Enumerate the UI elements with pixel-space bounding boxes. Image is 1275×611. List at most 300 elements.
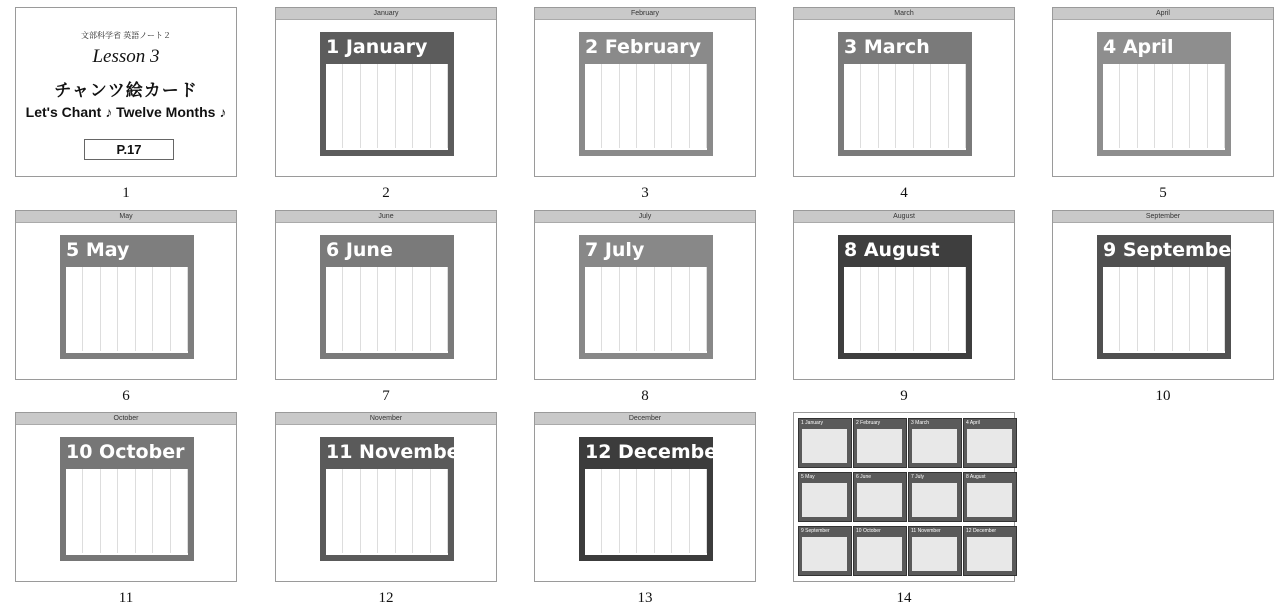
calendar-month-title: 6 June xyxy=(326,239,393,261)
calendar-day-cell xyxy=(896,267,913,281)
calendar-day-cell xyxy=(1155,92,1172,106)
month-slide-thumbnail[interactable] xyxy=(275,412,497,582)
calendar-day-cell xyxy=(413,483,430,497)
calendar-day-cell xyxy=(343,511,360,525)
calendar-day-cell xyxy=(118,267,135,281)
calendar-day-cell xyxy=(101,323,118,337)
calendar-day-cell xyxy=(655,281,672,295)
calendar-day-cell xyxy=(171,483,188,497)
calendar-day-cell xyxy=(153,309,170,323)
calendar-day-cell xyxy=(1208,267,1225,281)
calendar-day-cell xyxy=(431,267,448,281)
calendar-day-cell xyxy=(361,525,378,539)
calendar-day-cell xyxy=(413,92,430,106)
slide-header-bar: September xyxy=(1053,211,1273,223)
calendar-day-cell xyxy=(690,469,707,483)
calendar-day-cell xyxy=(602,539,619,553)
calendar-day-cell xyxy=(83,309,100,323)
calendar-day-cell xyxy=(431,323,448,337)
calendar-day-cell xyxy=(914,134,931,148)
calendar-day-cell xyxy=(1173,281,1190,295)
calendar-day-cell xyxy=(585,267,602,281)
calendar-day-cell xyxy=(1138,64,1155,78)
calendar-day-cell xyxy=(602,134,619,148)
calendar-day-cell xyxy=(413,323,430,337)
mini-calendar xyxy=(963,472,1017,522)
calendar-day-cell xyxy=(361,267,378,281)
calendar-month-title: 1 January xyxy=(326,36,428,58)
calendar-day-cell xyxy=(637,323,654,337)
calendar-day-cell xyxy=(396,281,413,295)
calendar-day-cell xyxy=(861,92,878,106)
calendar-day-cell xyxy=(637,92,654,106)
calendar-day-cell xyxy=(1120,64,1137,78)
calendar-day-cell xyxy=(153,483,170,497)
calendar-day-cell xyxy=(361,309,378,323)
calendar-day-cell xyxy=(914,281,931,295)
calendar-day-cell xyxy=(171,469,188,483)
calendar-day-cell xyxy=(171,511,188,525)
mini-calendar-grid xyxy=(857,483,902,517)
calendar-day-cell xyxy=(361,92,378,106)
calendar-day-cell xyxy=(326,539,343,553)
slide-header-bar: June xyxy=(276,211,496,223)
calendar-card xyxy=(320,437,469,561)
calendar-day-cell xyxy=(1120,281,1137,295)
slide-7[interactable] xyxy=(275,210,497,404)
calendar-card xyxy=(838,235,972,359)
calendar-grid xyxy=(585,267,707,353)
calendar-day-cell xyxy=(585,106,602,120)
calendar-day-cell xyxy=(585,483,602,497)
mini-calendar-title: 2 February xyxy=(856,420,881,426)
calendar-day-cell xyxy=(949,281,966,295)
collage-thumbnail[interactable] xyxy=(793,412,1015,582)
calendar-day-cell xyxy=(585,281,602,295)
calendar-day-cell xyxy=(396,469,413,483)
month-slide-thumbnail[interactable] xyxy=(793,210,1015,380)
calendar-day-cell xyxy=(66,469,83,483)
calendar-day-cell xyxy=(914,309,931,323)
calendar-day-cell xyxy=(896,309,913,323)
calendar-day-cell xyxy=(896,323,913,337)
calendar-day-cell xyxy=(637,267,654,281)
calendar-day-cell xyxy=(1120,295,1137,309)
mini-calendar-grid xyxy=(967,483,1012,517)
calendar-day-cell xyxy=(1103,106,1120,120)
slide-number: 6 xyxy=(122,388,130,404)
calendar-day-cell xyxy=(1138,78,1155,92)
calendar-day-cell xyxy=(861,309,878,323)
mini-calendar-title: 1 January xyxy=(801,420,823,426)
calendar-day-cell xyxy=(1208,337,1225,351)
calendar-day-cell xyxy=(396,64,413,78)
calendar-day-cell xyxy=(1103,78,1120,92)
calendar-day-cell xyxy=(585,92,602,106)
calendar-day-cell xyxy=(136,295,153,309)
calendar-day-cell xyxy=(672,539,689,553)
calendar-day-cell xyxy=(1120,78,1137,92)
slide-10[interactable] xyxy=(1052,210,1274,404)
calendar-day-cell xyxy=(620,539,637,553)
month-slide-thumbnail[interactable] xyxy=(793,7,1015,177)
calendar-day-cell xyxy=(1120,92,1137,106)
calendar-day-cell xyxy=(326,525,343,539)
calendar-day-cell xyxy=(672,78,689,92)
calendar-day-cell xyxy=(931,78,948,92)
mini-calendar-title: 3 March xyxy=(911,420,930,426)
calendar-day-cell xyxy=(896,281,913,295)
calendar-day-cell xyxy=(637,64,654,78)
calendar-day-cell xyxy=(1155,323,1172,337)
slide-6[interactable] xyxy=(15,210,237,404)
calendar-day-cell xyxy=(1120,323,1137,337)
slide-9[interactable] xyxy=(793,210,1015,404)
calendar-card xyxy=(579,32,713,156)
slide-3[interactable] xyxy=(534,7,756,201)
calendar-day-cell xyxy=(101,267,118,281)
calendar-day-cell xyxy=(1173,120,1190,134)
calendar-day-cell xyxy=(118,469,135,483)
calendar-day-cell xyxy=(431,106,448,120)
calendar-grid xyxy=(844,267,966,353)
calendar-day-cell xyxy=(620,525,637,539)
mini-calendar-title: 7 July xyxy=(911,474,925,480)
chant-title: チャンツ絵カード xyxy=(54,81,198,101)
calendar-day-cell xyxy=(136,483,153,497)
calendar-day-cell xyxy=(585,309,602,323)
calendar-day-cell xyxy=(396,525,413,539)
slide-2[interactable] xyxy=(275,7,497,201)
calendar-day-cell xyxy=(343,323,360,337)
calendar-day-cell xyxy=(378,92,395,106)
calendar-day-cell xyxy=(431,511,448,525)
calendar-day-cell xyxy=(655,511,672,525)
calendar-day-cell xyxy=(1208,134,1225,148)
calendar-day-cell xyxy=(431,64,448,78)
slide-5[interactable] xyxy=(1052,7,1274,201)
calendar-day-cell xyxy=(396,120,413,134)
calendar-day-cell xyxy=(931,323,948,337)
calendar-day-cell xyxy=(413,78,430,92)
calendar-day-cell xyxy=(1103,281,1120,295)
calendar-day-cell xyxy=(690,497,707,511)
calendar-day-cell xyxy=(171,337,188,351)
month-slide-thumbnail[interactable] xyxy=(15,412,237,582)
calendar-day-cell xyxy=(378,106,395,120)
calendar-day-cell xyxy=(861,281,878,295)
calendar-day-cell xyxy=(1155,267,1172,281)
calendar-day-cell xyxy=(861,106,878,120)
mini-calendar-grid xyxy=(967,537,1012,571)
calendar-day-cell xyxy=(620,78,637,92)
calendar-grid xyxy=(326,64,448,150)
slide-number: 12 xyxy=(378,590,394,606)
calendar-day-cell xyxy=(83,267,100,281)
calendar-day-cell xyxy=(413,337,430,351)
mini-calendar-grid xyxy=(857,537,902,571)
month-slide-thumbnail[interactable] xyxy=(1052,210,1274,380)
calendar-day-cell xyxy=(655,539,672,553)
calendar-month-title: 3 March xyxy=(844,36,930,58)
month-slide-thumbnail[interactable] xyxy=(275,7,497,177)
calendar-day-cell xyxy=(118,511,135,525)
calendar-day-cell xyxy=(101,469,118,483)
calendar-day-cell xyxy=(602,323,619,337)
calendar-month-title: 9 September xyxy=(1103,239,1241,261)
calendar-day-cell xyxy=(378,525,395,539)
calendar-day-cell xyxy=(690,267,707,281)
month-slide-thumbnail[interactable] xyxy=(534,412,756,582)
slide-header-bar: April xyxy=(1053,8,1273,20)
calendar-day-cell xyxy=(672,267,689,281)
calendar-day-cell xyxy=(136,267,153,281)
calendar-day-cell xyxy=(1190,295,1207,309)
calendar-day-cell xyxy=(1208,295,1225,309)
slide-number: 9 xyxy=(900,388,908,404)
calendar-day-cell xyxy=(326,337,343,351)
calendar-day-cell xyxy=(1120,309,1137,323)
calendar-day-cell xyxy=(1103,120,1120,134)
slide-4[interactable] xyxy=(793,7,1015,201)
calendar-day-cell xyxy=(361,469,378,483)
calendar-day-cell xyxy=(431,281,448,295)
calendar-day-cell xyxy=(1138,337,1155,351)
calendar-day-cell xyxy=(672,323,689,337)
calendar-day-cell xyxy=(1190,337,1207,351)
calendar-day-cell xyxy=(896,106,913,120)
calendar-day-cell xyxy=(83,323,100,337)
calendar-day-cell xyxy=(1208,281,1225,295)
slide-header-bar: October xyxy=(16,413,236,425)
calendar-day-cell xyxy=(844,92,861,106)
calendar-day-cell xyxy=(378,323,395,337)
calendar-day-cell xyxy=(690,134,707,148)
mini-calendar-title: 4 April xyxy=(966,420,980,426)
calendar-grid xyxy=(66,469,188,555)
calendar-day-cell xyxy=(101,539,118,553)
month-slide-thumbnail[interactable] xyxy=(534,7,756,177)
mini-calendar xyxy=(853,526,907,576)
calendar-day-cell xyxy=(602,267,619,281)
calendar-grid xyxy=(66,267,188,353)
calendar-day-cell xyxy=(949,337,966,351)
calendar-month-title: 4 April xyxy=(1103,36,1174,58)
calendar-day-cell xyxy=(1190,92,1207,106)
calendar-day-cell xyxy=(914,267,931,281)
slide-13[interactable] xyxy=(534,412,756,606)
calendar-day-cell xyxy=(361,483,378,497)
calendar-day-cell xyxy=(1155,106,1172,120)
month-slide-thumbnail[interactable] xyxy=(1052,7,1274,177)
calendar-day-cell xyxy=(931,337,948,351)
calendar-day-cell xyxy=(914,64,931,78)
calendar-day-cell xyxy=(896,120,913,134)
calendar-day-cell xyxy=(620,64,637,78)
calendar-day-cell xyxy=(413,525,430,539)
calendar-day-cell xyxy=(672,64,689,78)
calendar-day-cell xyxy=(879,309,896,323)
calendar-day-cell xyxy=(844,267,861,281)
calendar-grid xyxy=(585,469,707,555)
calendar-day-cell xyxy=(879,281,896,295)
slide-number: 2 xyxy=(382,185,390,201)
slide-11[interactable] xyxy=(15,412,237,606)
calendar-card xyxy=(579,235,713,359)
calendar-day-cell xyxy=(101,497,118,511)
calendar-day-cell xyxy=(1155,120,1172,134)
calendar-month-title: 12 December xyxy=(585,441,727,463)
calendar-day-cell xyxy=(620,483,637,497)
month-slide-thumbnail[interactable] xyxy=(534,210,756,380)
calendar-day-cell xyxy=(1190,64,1207,78)
calendar-day-cell xyxy=(343,337,360,351)
calendar-day-cell xyxy=(413,309,430,323)
calendar-day-cell xyxy=(1190,120,1207,134)
calendar-day-cell xyxy=(1190,134,1207,148)
calendar-day-cell xyxy=(585,469,602,483)
calendar-day-cell xyxy=(1190,309,1207,323)
calendar-day-cell xyxy=(413,281,430,295)
calendar-day-cell xyxy=(690,323,707,337)
calendar-day-cell xyxy=(861,120,878,134)
calendar-day-cell xyxy=(1120,267,1137,281)
calendar-day-cell xyxy=(861,134,878,148)
calendar-day-cell xyxy=(66,497,83,511)
calendar-day-cell xyxy=(118,337,135,351)
calendar-day-cell xyxy=(1190,281,1207,295)
slide-1[interactable] xyxy=(15,7,237,201)
calendar-day-cell xyxy=(637,337,654,351)
calendar-day-cell xyxy=(1208,78,1225,92)
calendar-day-cell xyxy=(66,525,83,539)
calendar-day-cell xyxy=(1120,106,1137,120)
calendar-day-cell xyxy=(690,92,707,106)
calendar-day-cell xyxy=(690,281,707,295)
calendar-grid xyxy=(1103,64,1225,150)
calendar-day-cell xyxy=(672,497,689,511)
calendar-day-cell xyxy=(931,267,948,281)
calendar-day-cell xyxy=(101,281,118,295)
calendar-day-cell xyxy=(431,120,448,134)
calendar-day-cell xyxy=(1173,267,1190,281)
slide-header-bar: July xyxy=(535,211,755,223)
calendar-day-cell xyxy=(637,295,654,309)
mini-calendar xyxy=(798,526,852,576)
calendar-day-cell xyxy=(1208,309,1225,323)
calendar-day-cell xyxy=(637,469,654,483)
calendar-day-cell xyxy=(931,120,948,134)
calendar-month-title: 5 May xyxy=(66,239,130,261)
calendar-day-cell xyxy=(171,525,188,539)
slide-14[interactable] xyxy=(793,412,1015,606)
calendar-day-cell xyxy=(413,64,430,78)
calendar-day-cell xyxy=(1138,134,1155,148)
calendar-day-cell xyxy=(949,323,966,337)
calendar-day-cell xyxy=(83,539,100,553)
mini-calendar-grid xyxy=(967,429,1012,463)
calendar-day-cell xyxy=(1138,267,1155,281)
calendar-day-cell xyxy=(879,134,896,148)
calendar-day-cell xyxy=(1173,323,1190,337)
slide-header-bar: December xyxy=(535,413,755,425)
calendar-day-cell xyxy=(1103,134,1120,148)
chant-subtitle: Let's Chant ♪ Twelve Months ♪ xyxy=(25,104,227,120)
calendar-day-cell xyxy=(690,64,707,78)
calendar-day-cell xyxy=(914,323,931,337)
calendar-day-cell xyxy=(431,134,448,148)
calendar-day-cell xyxy=(343,134,360,148)
calendar-day-cell xyxy=(66,267,83,281)
calendar-day-cell xyxy=(690,525,707,539)
calendar-day-cell xyxy=(378,267,395,281)
calendar-day-cell xyxy=(690,309,707,323)
calendar-day-cell xyxy=(637,525,654,539)
calendar-day-cell xyxy=(153,337,170,351)
month-slide-thumbnail[interactable] xyxy=(275,210,497,380)
calendar-card xyxy=(1097,32,1231,156)
calendar-day-cell xyxy=(602,106,619,120)
calendar-day-cell xyxy=(153,323,170,337)
calendar-day-cell xyxy=(1103,92,1120,106)
calendar-grid xyxy=(844,64,966,150)
slide-12[interactable] xyxy=(275,412,497,606)
calendar-day-cell xyxy=(602,281,619,295)
calendar-day-cell xyxy=(1103,64,1120,78)
calendar-day-cell xyxy=(1155,78,1172,92)
slide-8[interactable] xyxy=(534,210,756,404)
calendar-day-cell xyxy=(396,134,413,148)
calendar-day-cell xyxy=(136,281,153,295)
calendar-day-cell xyxy=(879,92,896,106)
calendar-day-cell xyxy=(585,134,602,148)
mini-calendar-title: 11 November xyxy=(911,528,941,534)
calendar-day-cell xyxy=(1138,309,1155,323)
title-slide-thumbnail[interactable] xyxy=(15,7,237,177)
calendar-day-cell xyxy=(931,64,948,78)
calendar-month-title: 7 July xyxy=(585,239,645,261)
calendar-day-cell xyxy=(949,106,966,120)
calendar-day-cell xyxy=(378,120,395,134)
calendar-day-cell xyxy=(602,525,619,539)
calendar-day-cell xyxy=(413,497,430,511)
calendar-day-cell xyxy=(136,309,153,323)
calendar-day-cell xyxy=(931,281,948,295)
month-slide-thumbnail[interactable] xyxy=(15,210,237,380)
calendar-day-cell xyxy=(118,539,135,553)
calendar-day-cell xyxy=(602,120,619,134)
mini-calendar xyxy=(908,526,962,576)
calendar-day-cell xyxy=(620,511,637,525)
calendar-day-cell xyxy=(585,337,602,351)
calendar-day-cell xyxy=(378,469,395,483)
calendar-day-cell xyxy=(637,539,654,553)
calendar-day-cell xyxy=(1190,78,1207,92)
calendar-day-cell xyxy=(396,497,413,511)
mini-calendar xyxy=(853,472,907,522)
mini-calendar xyxy=(908,418,962,468)
calendar-day-cell xyxy=(949,134,966,148)
slide-header-bar: November xyxy=(276,413,496,425)
calendar-day-cell xyxy=(361,64,378,78)
calendar-day-cell xyxy=(844,120,861,134)
slide-number: 7 xyxy=(382,388,390,404)
calendar-month-title: 10 October xyxy=(66,441,185,463)
calendar-day-cell xyxy=(655,525,672,539)
calendar-day-cell xyxy=(361,281,378,295)
calendar-card xyxy=(579,437,727,561)
calendar-day-cell xyxy=(655,295,672,309)
